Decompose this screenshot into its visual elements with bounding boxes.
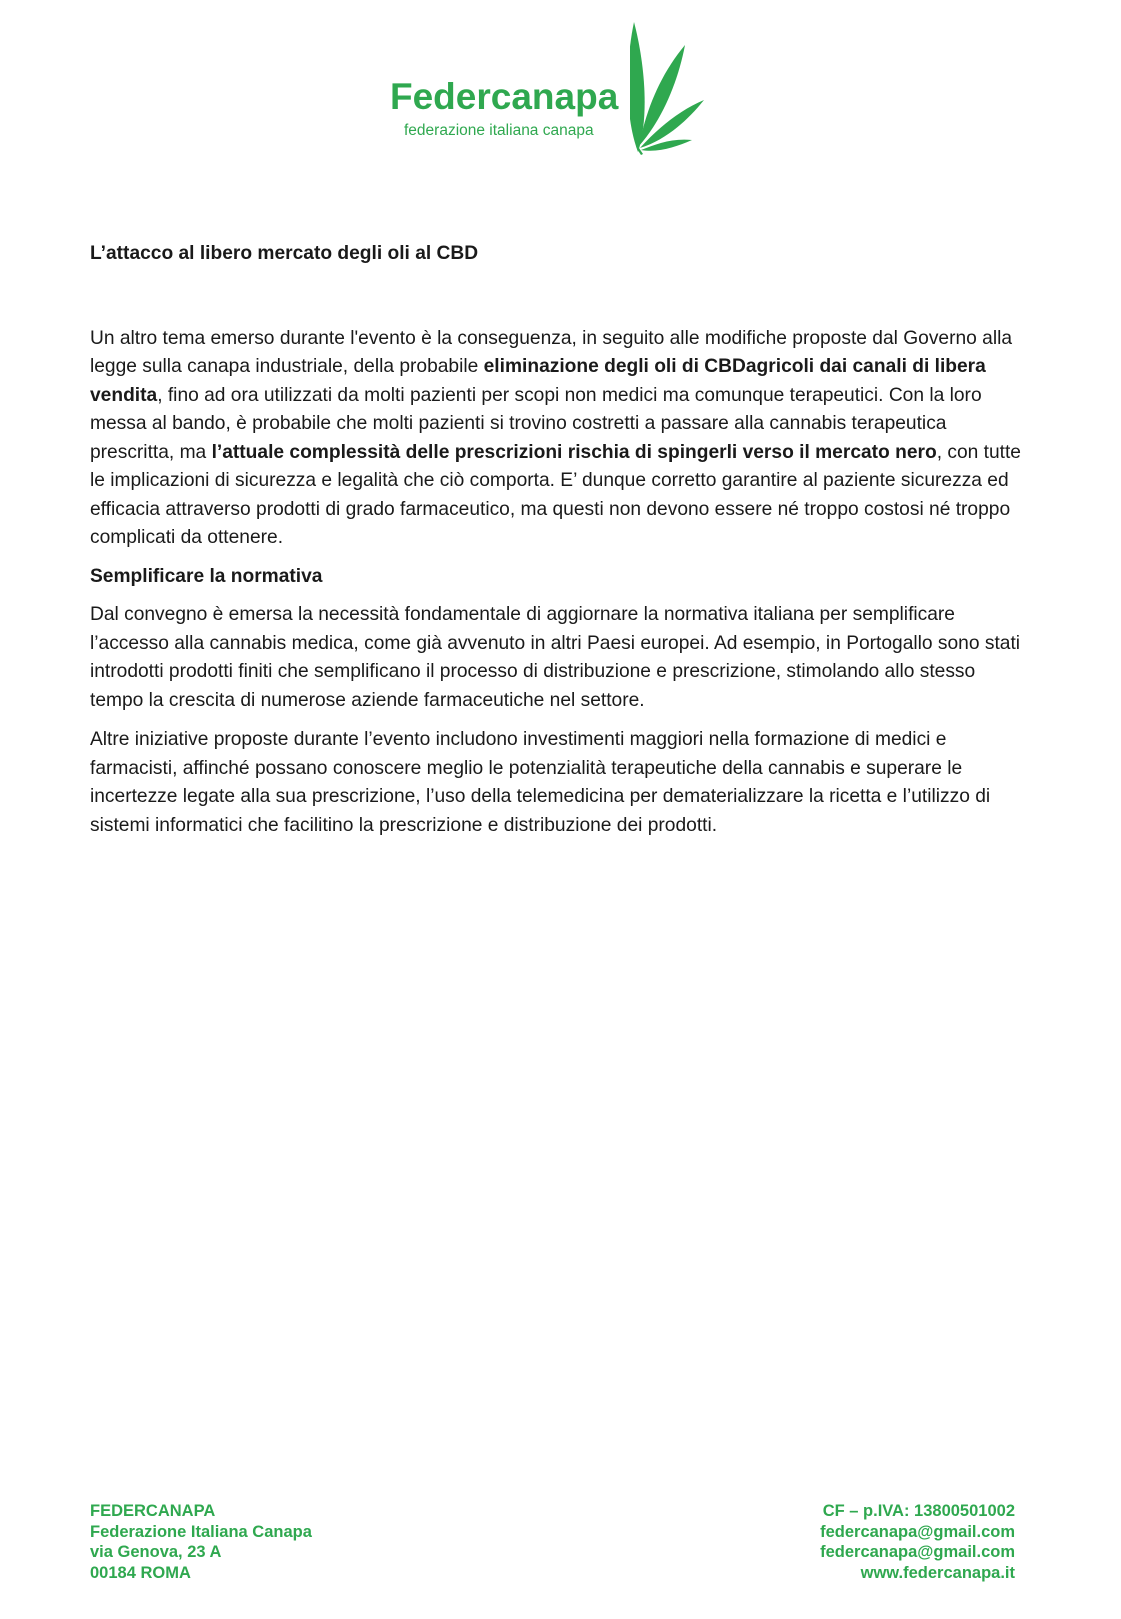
document-title: L’attacco al libero mercato degli oli al CBD (90, 243, 479, 264)
footer-website-link[interactable]: www.federcanapa.it (860, 1563, 1015, 1582)
paragraph-text: , fino ad ora utilizzati da molti pazienti per scopi non medici ma comunque terapeutici. Con la loro messa al bando, è probabile che molti pazienti si trovino costretti a passare alla cannabis terapeutica prescritta, ma (90, 384, 982, 463)
footer-tax-id: CF – p.IVA: 13800501002 (822, 1502, 1015, 1520)
footer-full-name: Federazione Italiana Canapa (90, 1522, 312, 1541)
paragraph-bold-text: eliminazione degli oli di CBDagricoli dai canali di libera vendita (90, 356, 986, 406)
footer-org: FEDERCANAPA (90, 1502, 216, 1520)
header-logo (0, 0, 1121, 170)
document-body (90, 240, 1030, 840)
paragraph-normativa: Dal convegno è emersa la necessità fondamentale di aggiornare la normativa italiana per semplificare l’accesso alla cannabis medica, come già avvenuto in altri Paesi europei. Ad esempio, in Portogallo sono stati introdotti prodotti finiti che semplificano il processo di distribuzione e prescrizione, stimolando allo stesso tempo la crescita di numerose aziende farmaceutiche nel settore. (90, 604, 1021, 711)
paragraph-text: , con tutte le implicazioni di sicurezza e legalità che ciò comporta. E’ dunque corretto garantire al paziente sicurezza ed efficacia attraverso prodotti di grado farmaceutico, ma questi non devono essere né troppo costosi né troppo complicati da ottenere. (90, 441, 1021, 548)
paragraph-text: Un altro tema emerso durante l'evento è la conseguenza, in seguito alle modifiche proposte dal Governo alla legge sulla canapa industriale, della probabile (90, 327, 1013, 377)
footer-contacts (820, 1501, 1015, 1583)
footer-address (90, 1501, 312, 1583)
section-heading: Semplificare la normativa (90, 565, 323, 587)
logo-wordmark: Federcanapa (390, 76, 619, 117)
paragraph-iniziative: Altre iniziative proposte durante l’evento includono investimenti maggiori nella formazione di medici e farmacisti, affinché possano conoscere meglio le potenzialità terapeutiche della cannabis e superare le incertezze legate alla sua prescrizione, l’uso della telemedicina per dematerializzare la ricetta e l’utilizzo di sistemi informatici che facilitino la prescrizione e distribuzione dei prodotti. (90, 729, 991, 836)
footer-street: via Genova, 23 A (90, 1543, 222, 1561)
paragraph-cbd-oils (90, 325, 1030, 553)
footer-email-link[interactable]: federcanapa@gmail.com (820, 1522, 1015, 1541)
logo-tagline: federazione italiana canapa (404, 122, 594, 139)
footer-email-link[interactable]: federcanapa@gmail.com (820, 1543, 1015, 1561)
paragraph-bold-text: l’attuale complessità delle prescrizioni rischia di spingerli verso il mercato nero (211, 441, 937, 463)
hemp-leaf-icon (630, 20, 710, 155)
footer-city: 00184 ROMA (90, 1563, 191, 1582)
